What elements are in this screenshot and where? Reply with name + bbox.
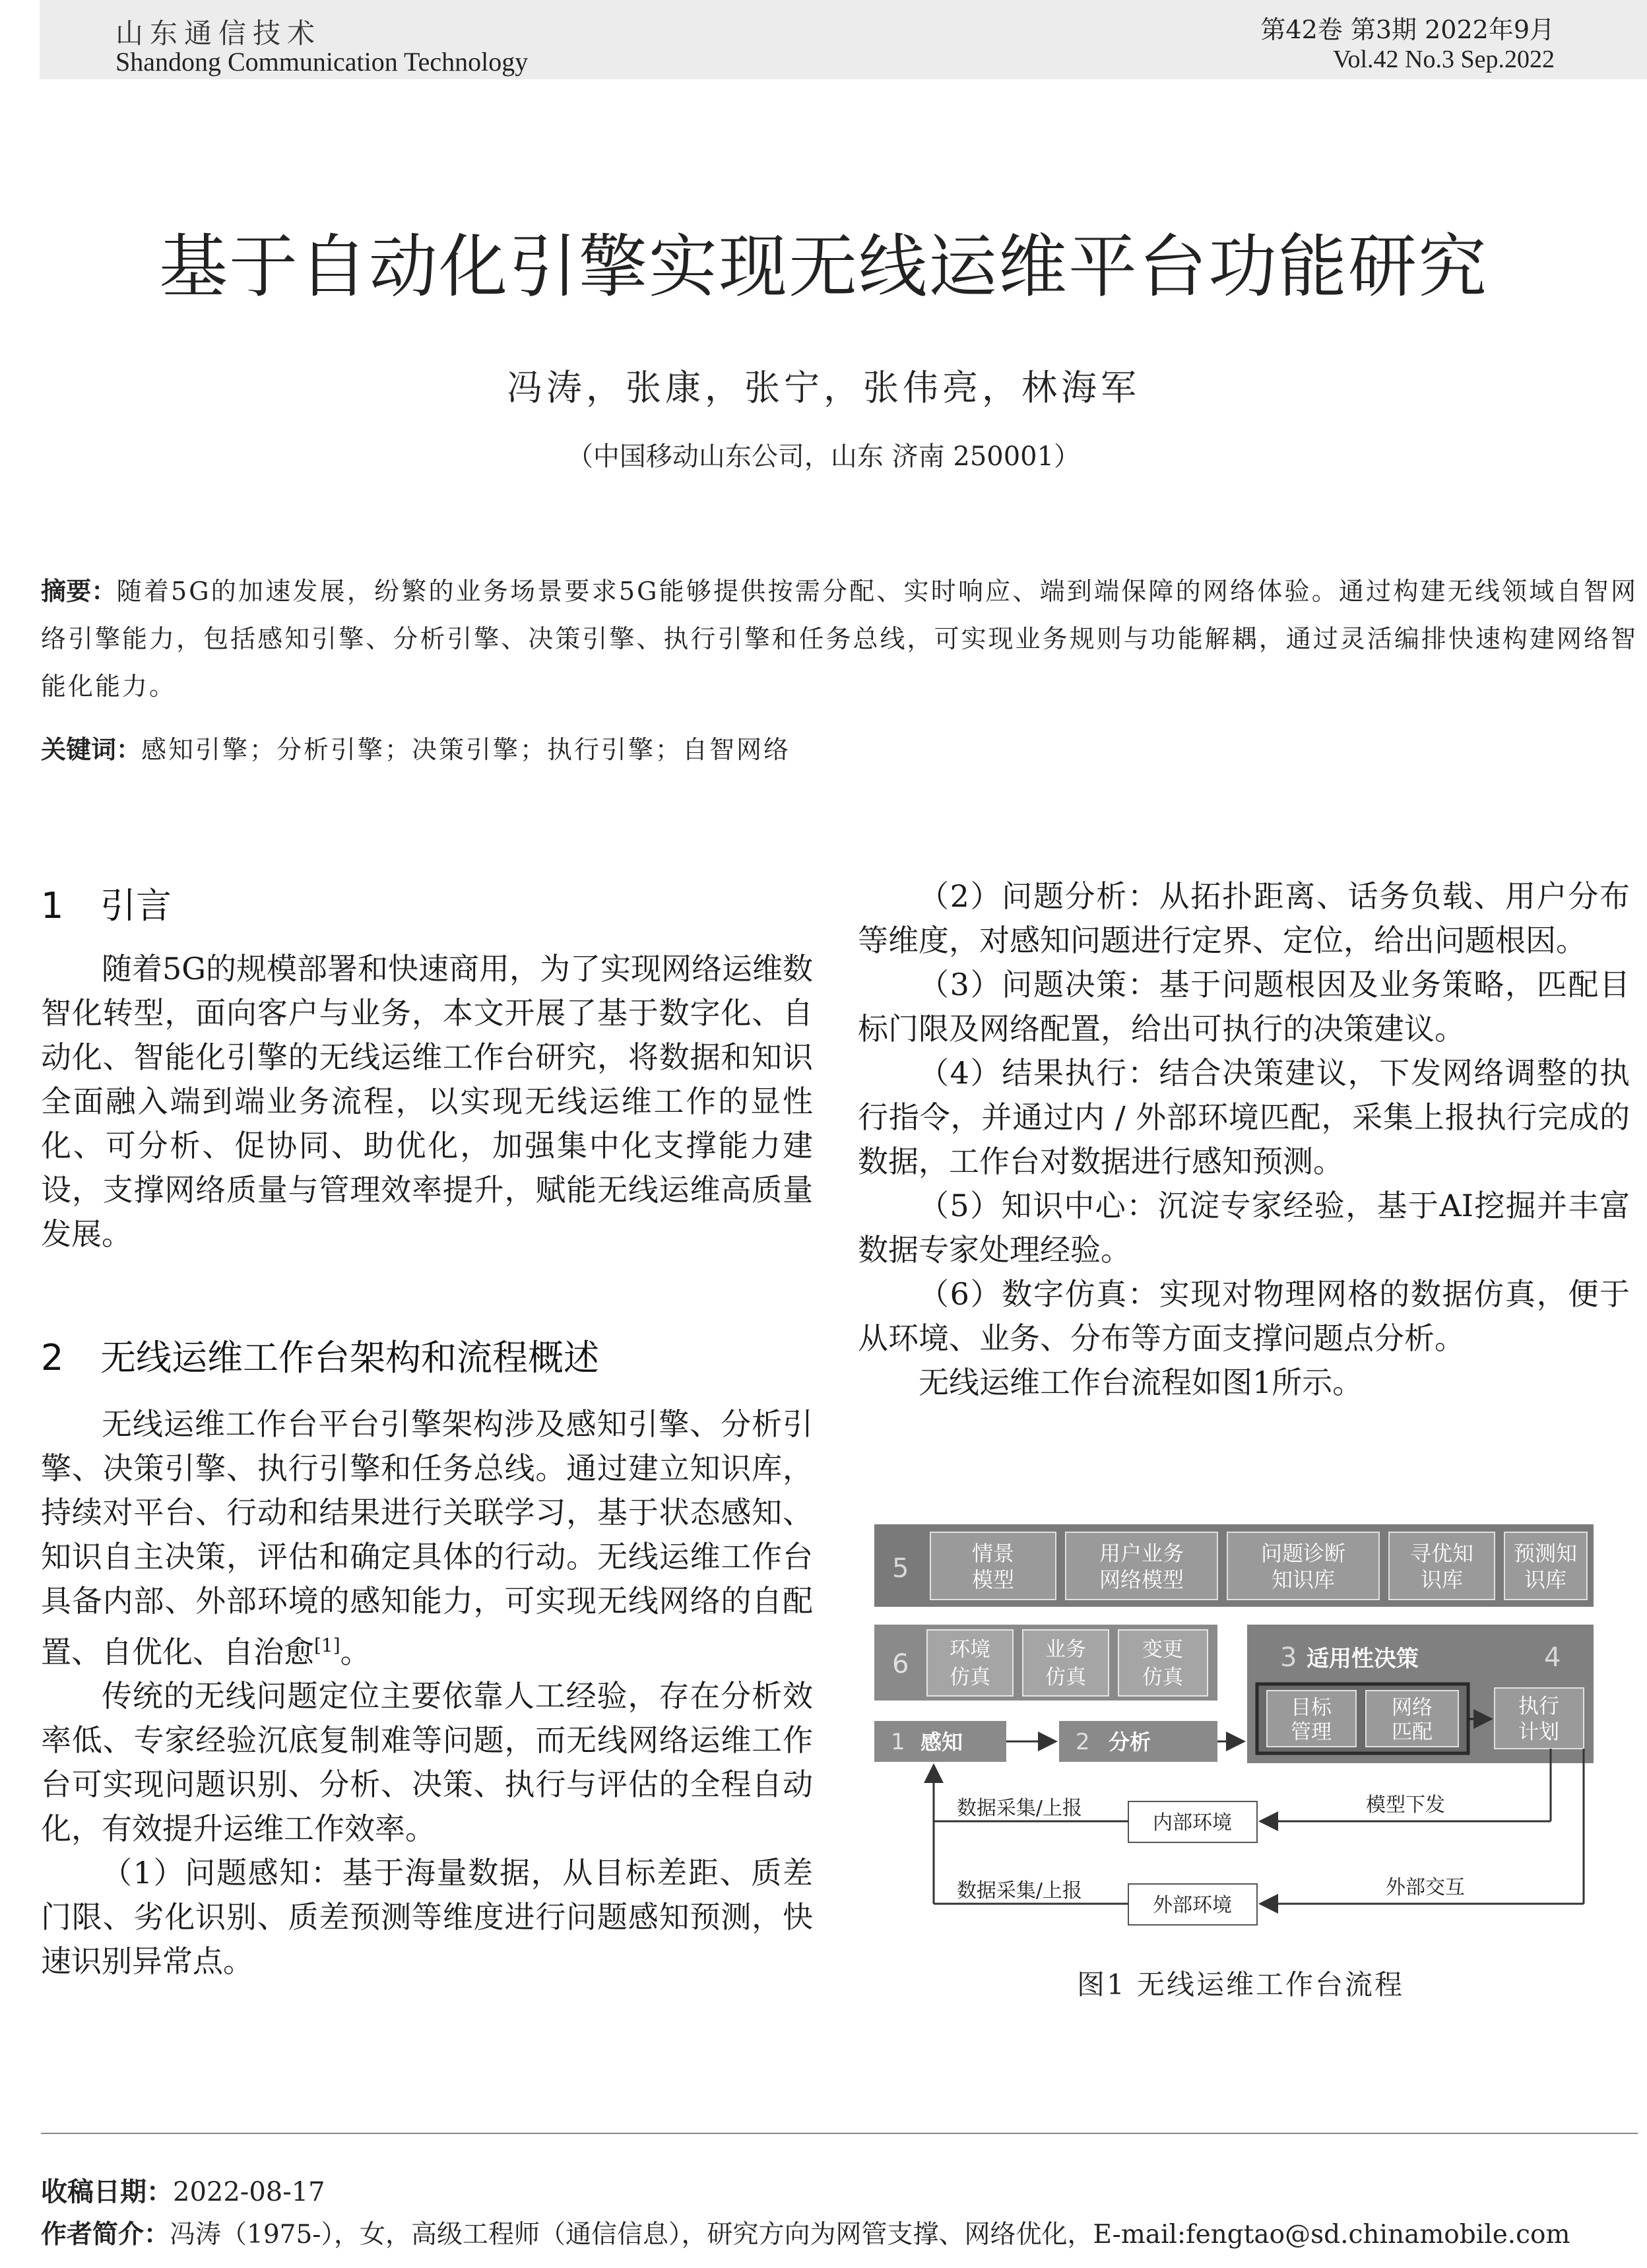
abstract-label: 摘要： [41, 577, 117, 606]
collect-label-1: 数据采集/上报 [956, 1797, 1083, 1820]
box-label: 计划 [1518, 1720, 1559, 1744]
knowledge-box-3 [1389, 1532, 1495, 1600]
knowledge-box-label: 预测知 [1513, 1541, 1578, 1566]
analyze-number: 2 [1076, 1729, 1090, 1755]
simulation-number: 6 [892, 1649, 909, 1679]
keywords-label: 关键词： [41, 735, 142, 764]
architecture-paragraph [41, 1402, 813, 1674]
decision-title: 适用性决策 [1307, 1646, 1419, 1672]
knowledge-box-label: 用户业务 [1099, 1541, 1184, 1566]
section-2-body [41, 1402, 813, 1984]
simulation-box-label: 环境 [950, 1638, 990, 1662]
inner-env-label: 内部环境 [1153, 1811, 1232, 1834]
simulation-box-1 [1023, 1630, 1109, 1696]
author-bio [41, 2214, 1570, 2251]
traditional-paragraph: 传统的无线问题定位主要依靠人工经验，存在分析效率低、专家经验沉底复制难等问题，而无线网络运维工作台可实现问题识别、分析、决策、执行与评估的全程自动化，有效提升运维工作效率。 [41, 1678, 813, 1847]
footer-divider [41, 2133, 1638, 2134]
simulation-box-2 [1118, 1630, 1208, 1696]
sentence-end: 。 [340, 1634, 371, 1670]
citation-ref: [1] [314, 1635, 340, 1656]
box-label: 管理 [1291, 1720, 1332, 1744]
figure-reference: 无线运维工作台流程如图1所示。 [919, 1365, 1363, 1400]
simulation-box-label: 仿真 [1142, 1666, 1183, 1689]
item-1-paragraph: （1）问题感知：基于海量数据，从目标差距、质差门限、劣化识别、质差预测等维度进行问题感知预测，快速识别异常点。 [41, 1855, 813, 1980]
knowledge-box-1 [1066, 1532, 1217, 1600]
right-column-text [858, 874, 1630, 1405]
paper-title: 基于自动化引擎实现无线运维平台功能研究 [158, 226, 1488, 307]
section-title: 引言 [100, 885, 172, 926]
decision-number-3: 3 [1280, 1642, 1297, 1673]
sense-label: 感知 [920, 1730, 963, 1755]
knowledge-box-0 [930, 1532, 1056, 1600]
box-label: 网络 [1392, 1696, 1433, 1720]
section-title: 无线运维工作台架构和流程概述 [100, 1337, 599, 1378]
issue-info-en: Vol.42 No.3 Sep.2022 [1332, 46, 1555, 73]
received-label: 收稿日期： [41, 2177, 173, 2207]
outer-env-label: 外部环境 [1153, 1894, 1232, 1917]
author-bio-text: 冯涛（1975-），女，高级工程师（通信信息），研究方向为网管支撑、网络优化，E-mail:fengtao@sd.chinamobile.com [170, 2220, 1570, 2250]
knowledge-box-label: 识库 [1420, 1567, 1464, 1592]
received-value: 2022-08-17 [173, 2177, 325, 2207]
box-label: 目标 [1291, 1696, 1332, 1720]
keywords-text: 感知引擎；分析引擎；决策引擎；执行引擎；自智网络 [141, 735, 791, 764]
keywords [41, 729, 791, 765]
workflow-diagram [858, 1511, 1630, 1933]
knowledge-box-label: 问题诊断 [1260, 1541, 1346, 1566]
journal-name-en: Shandong Communication Technology [115, 47, 529, 77]
sense-box [874, 1721, 1006, 1762]
knowledge-box-label: 寻优知 [1409, 1541, 1474, 1566]
item-3-paragraph: （3）问题决策：基于问题根因及业务策略，匹配目标门限及网络配置，给出可执行的决策建议。 [858, 967, 1630, 1047]
simulation-box-label: 变更 [1142, 1638, 1183, 1662]
simulation-box-label: 仿真 [1045, 1666, 1086, 1689]
figure-caption: 图1 无线运维工作台流程 [1076, 1968, 1405, 2001]
box-label: 执行 [1518, 1695, 1559, 1718]
author-list: 冯涛，张康，张宁，张伟亮，林海军 [507, 367, 1140, 408]
received-date [41, 2171, 325, 2209]
item-6-paragraph: （6）数字仿真：实现对物理网格的数据仿真，便于从环境、业务、分布等方面支撑问题点分析。 [858, 1276, 1630, 1356]
execution-plan-box [1495, 1688, 1584, 1749]
box-label: 匹配 [1392, 1720, 1433, 1744]
knowledge-box-label: 知识库 [1271, 1567, 1336, 1592]
affiliation: （中国移动山东公司，山东 济南 250001） [566, 441, 1081, 472]
model-push-label: 模型下发 [1366, 1794, 1445, 1817]
collect-label-2: 数据采集/上报 [956, 1879, 1083, 1902]
knowledge-box-label: 情景 [971, 1541, 1015, 1566]
item-4-paragraph: （4）结果执行：结合决策建议，下发网络调整的执行指令，并通过内 / 外部环境匹配，采集上报执行完成的数据，工作台对数据进行感知预测。 [858, 1055, 1630, 1179]
journal-name-cn: 山东通信技术 [115, 17, 322, 49]
section-2-heading [41, 1330, 599, 1380]
intro-paragraph: 随着5G的规模部署和快速商用，为了实现网络运维数智化转型，面向客户与业务，本文开展了基于数字化、自动化、智能化引擎的无线运维工作台研究，将数据和知识全面融入端到端业务流程，以实现无线运维工作的显性化、可分析、促协同、助优化，加强集中化支撑能力建设，支撑网络质量与管理效率提升，赋能无线运维高质量发展。 [41, 951, 814, 1252]
section-1-heading [41, 878, 172, 928]
target-management-box [1267, 1691, 1356, 1747]
simulation-box-0 [927, 1630, 1013, 1696]
knowledge-box-4 [1504, 1532, 1587, 1600]
section-number: 1 [41, 885, 64, 926]
abstract-text: 随着5G的加速发展，纷繁的业务场景要求5G能够提供按需分配、实时响应、端到端保障的网络体验。通过构建无线领域自智网络引擎能力，包括感知引擎、分析引擎、决策引擎、执行引擎和任务总线，可实现业务规则与功能解耦，通过灵活编排快速构建网络智能化能力。 [41, 577, 1638, 701]
analyze-label: 分析 [1109, 1730, 1151, 1755]
network-matching-box [1366, 1691, 1458, 1747]
sense-number: 1 [891, 1729, 905, 1755]
analyze-box [1059, 1721, 1217, 1762]
author-bio-label: 作者简介： [41, 2220, 170, 2250]
abstract [41, 567, 1638, 710]
issue-info-cn: 第42卷 第3期 2022年9月 [1260, 15, 1555, 44]
knowledge-box-label: 识库 [1524, 1567, 1567, 1592]
knowledge-box-label: 模型 [971, 1567, 1015, 1592]
architecture-text: 无线运维工作台平台引擎架构涉及感知引擎、分析引擎、决策引擎、执行引擎和任务总线。通过建立知识库，持续对平台、行动和结果进行关联学习，基于状态感知、知识自主决策，评估和确定具体的行动。无线运维工作台具备内部、外部环境的感知能力，可实现无线网络的自配置、自优化、自治愈 [41, 1406, 813, 1670]
knowledge-box-2 [1227, 1532, 1379, 1600]
item-2-paragraph: （2）问题分析：从拓扑距离、话务负载、用户分布等维度，对感知问题进行定界、定位，给出问题根因。 [858, 878, 1630, 958]
section-number: 2 [41, 1337, 64, 1378]
simulation-box-label: 业务 [1045, 1638, 1086, 1662]
outer-interact-label: 外部交互 [1386, 1876, 1465, 1899]
knowledge-box-label: 网络模型 [1099, 1567, 1184, 1592]
simulation-box-label: 仿真 [950, 1666, 990, 1689]
decision-number-4: 4 [1544, 1642, 1561, 1673]
item-5-paragraph: （5）知识中心：沉淀专家经验，基于AI挖掘并丰富数据专家处理经验。 [858, 1188, 1630, 1268]
knowledge-center-number: 5 [892, 1553, 909, 1584]
